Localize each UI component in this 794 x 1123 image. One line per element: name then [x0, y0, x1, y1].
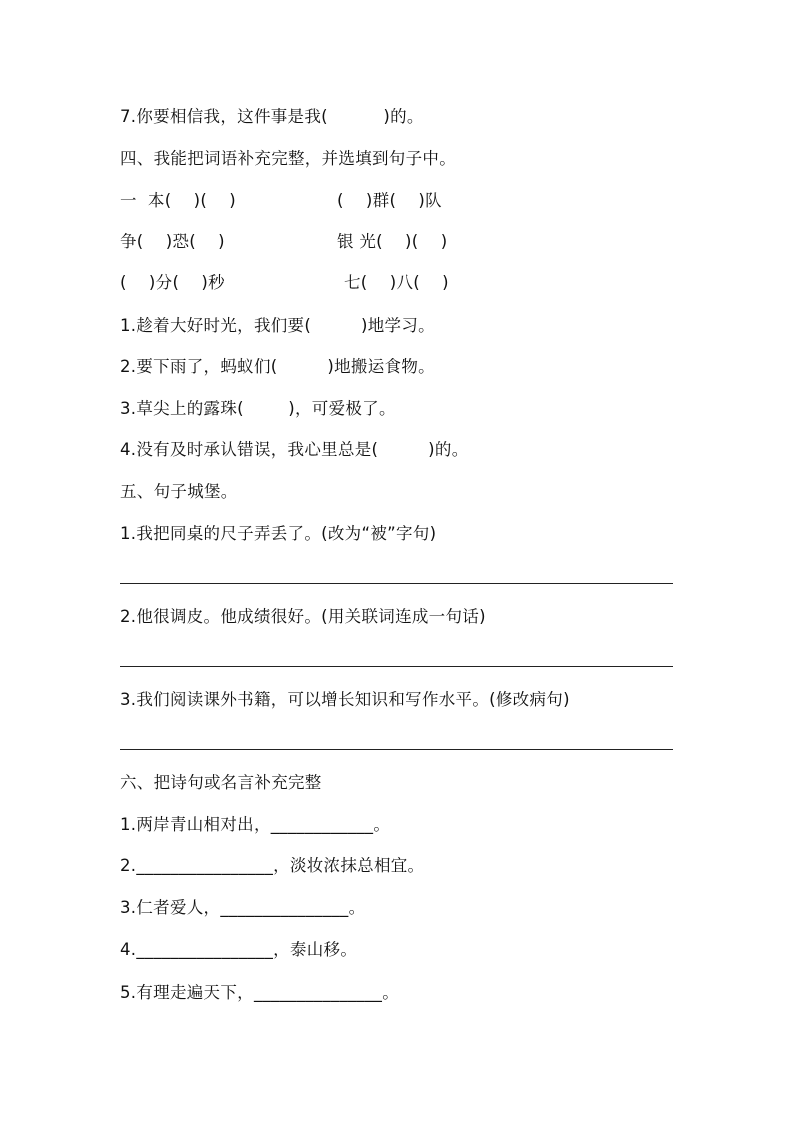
- idiom-row-2: [120, 229, 673, 255]
- section-5-heading: 五、句子城堡。: [120, 482, 238, 501]
- poem-item-2: 2.________________，淡妆浓抹总相宜。: [120, 856, 425, 875]
- idiom-1-1: 一 本( )( ): [120, 191, 236, 210]
- answer-line-3[interactable]: [120, 749, 673, 750]
- fill-sentence-1: 1.趁着大好时光，我们要( )地学习。: [120, 316, 435, 335]
- rewrite-question-2: 2.他很调皮。他成绩很好。(用关联词连成一句话): [120, 607, 486, 626]
- idiom-1-2: ( )群( )队: [337, 191, 442, 210]
- idiom-3-1: ( )分( )秒: [120, 273, 225, 292]
- item-7: 7.你要相信我，这件事是我( )的。: [120, 107, 424, 126]
- section-4-heading: 四、我能把词语补充完整，并选填到句子中。: [120, 149, 456, 168]
- rewrite-question-3: 3.我们阅读课外书籍，可以增长知识和写作水平。(修改病句): [120, 690, 570, 709]
- fill-sentence-2: 2.要下雨了，蚂蚁们( )地搬运食物。: [120, 357, 435, 376]
- section-6-heading: 六、把诗句或名言补充完整: [120, 773, 322, 792]
- poem-item-4: 4.________________，泰山移。: [120, 940, 358, 959]
- poem-item-5: 5.有理走遍天下，_______________。: [120, 983, 399, 1002]
- poem-item-3: 3.仁者爱人，_______________。: [120, 898, 366, 917]
- idiom-3-2: 七( )八( ): [344, 273, 449, 292]
- answer-line-2[interactable]: [120, 666, 673, 667]
- idiom-row-1: [120, 188, 673, 214]
- fill-sentence-3: 3.草尖上的露珠( )，可爱极了。: [120, 399, 396, 418]
- poem-item-1: 1.两岸青山相对出，____________。: [120, 815, 391, 834]
- idiom-row-3: [120, 270, 673, 296]
- answer-line-1[interactable]: [120, 583, 673, 584]
- idiom-2-2: 银 光( )( ): [337, 232, 448, 251]
- idiom-2-1: 争( )恐( ): [120, 232, 225, 251]
- rewrite-question-1: 1.我把同桌的尺子弄丢了。(改为“被”字句): [120, 524, 437, 543]
- fill-sentence-4: 4.没有及时承认错误，我心里总是( )的。: [120, 440, 469, 459]
